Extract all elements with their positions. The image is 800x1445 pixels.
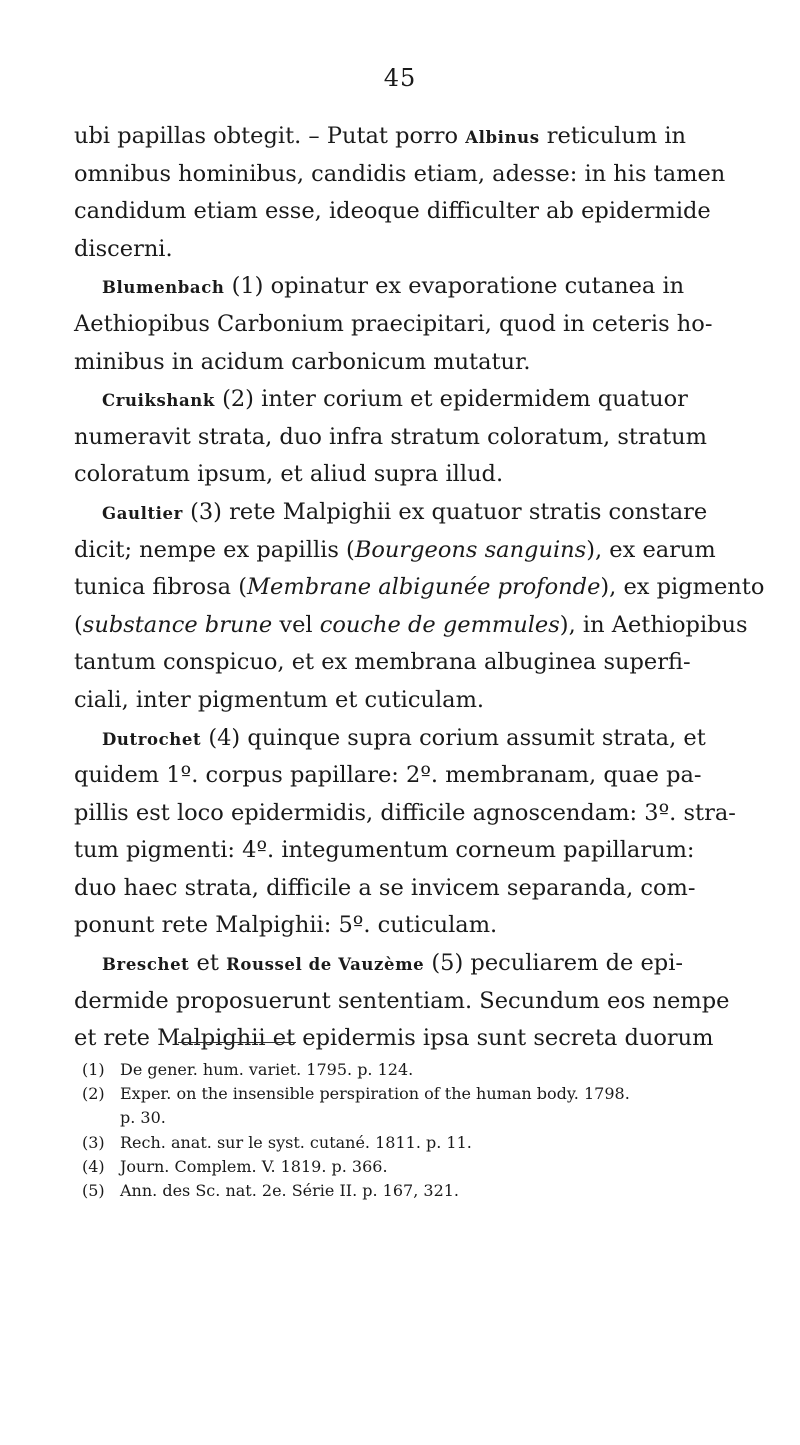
text-line: duo haec strata, difficile a se invicem separanda, com- bbox=[74, 874, 696, 901]
footnote bbox=[82, 1058, 752, 1082]
footnote-number: (4) bbox=[82, 1156, 105, 1176]
text-line: ciali, inter pigmentum et cuticulam. bbox=[74, 686, 485, 713]
text-line: dicit; nempe ex papillis (Bourgeons sanguins), ex earum bbox=[74, 536, 716, 563]
text-line: ubi papillas obtegit. – Putat porro Albinus reticulum in bbox=[74, 123, 687, 149]
text-line: Aethiopibus Carbonium praecipitari, quod in ceteris ho- bbox=[74, 310, 713, 337]
italic-phrase: Bourgeons sanguins bbox=[354, 536, 587, 563]
footnote bbox=[82, 1179, 752, 1203]
text-line: tum pigmenti: 4º. integumentum corneum papillarum: bbox=[74, 837, 695, 864]
text-line: et rete Malpighii et epidermis ipsa sunt secreta duorum bbox=[74, 1025, 714, 1052]
author-name: Albinus bbox=[465, 128, 540, 147]
text-line: (substance brune vel couche de gemmules), in Aethiopibus bbox=[74, 611, 748, 638]
main-text bbox=[74, 118, 765, 1058]
footnote bbox=[82, 1155, 752, 1179]
text-line: omnibus hominibus, candidis etiam, adesse: in his tamen bbox=[74, 160, 726, 187]
footnote-text: De gener. hum. variet. 1795. p. 124. bbox=[120, 1060, 414, 1079]
text-line: candidum etiam esse, ideoque difficulter ab epidermide bbox=[74, 198, 711, 225]
paragraph-start: Cruikshank (2) inter corium et epidermidem quatuor bbox=[102, 386, 688, 413]
footnote-text: Exper. on the insensible perspiration of the human body. 1798. bbox=[120, 1084, 630, 1104]
italic-phrase: couche de gemmules bbox=[319, 611, 560, 638]
author-name: Blumenbach bbox=[102, 278, 225, 298]
footnote bbox=[82, 1131, 752, 1155]
text-line: tantum conspicuo, et ex membrana albuginea superfi- bbox=[74, 649, 691, 676]
footnote-number: (5) bbox=[82, 1180, 105, 1200]
text-line: coloratum ipsum, et aliud supra illud. bbox=[74, 461, 504, 488]
paragraph-start: Gaultier (3) rete Malpighii ex quatuor stratis constare bbox=[102, 498, 708, 525]
italic-phrase: substance brune bbox=[82, 611, 273, 638]
footnotes bbox=[82, 1058, 752, 1203]
footnote-number: (1) bbox=[82, 1060, 105, 1079]
paragraph-start: Blumenbach (1) opinatur ex evaporatione cutanea in bbox=[102, 273, 685, 300]
text-line: quidem 1º. corpus papillare: 2º. membranam, quae pa- bbox=[74, 762, 702, 789]
footnote-divider bbox=[178, 1042, 296, 1043]
text-line: minibus in acidum carbonicum mutatur. bbox=[74, 348, 531, 375]
italic-phrase: Membrane albigunée profonde bbox=[247, 574, 601, 601]
footnote-number: (3) bbox=[82, 1132, 105, 1152]
author-name: Dutrochet bbox=[102, 729, 202, 749]
footnote-number: (2) bbox=[82, 1084, 105, 1104]
paragraph-start: Dutrochet (4) quinque supra corium assumit strata, et bbox=[102, 724, 706, 751]
author-name: Gaultier bbox=[102, 503, 183, 523]
page-number: 45 bbox=[383, 64, 417, 92]
author-name: Cruikshank bbox=[102, 391, 215, 411]
footnote-text: Journ. Complem. V. 1819. p. 366. bbox=[120, 1156, 388, 1176]
text-line: dermide proposuerunt sententiam. Secundum eos nempe bbox=[74, 987, 730, 1014]
author-name: Breschet bbox=[102, 955, 190, 975]
author-name: Roussel de Vauzème bbox=[226, 955, 425, 975]
footnote-text: Rech. anat. sur le syst. cutané. 1811. p. 11. bbox=[120, 1132, 472, 1152]
text-line: numeravit strata, duo infra stratum coloratum, stratum bbox=[74, 423, 707, 450]
text-line: tunica fibrosa (Membrane albigunée profonde), ex pigmento bbox=[74, 574, 765, 601]
paragraph-start: Breschet et Roussel de Vauzème (5) peculiarem de epi- bbox=[102, 950, 683, 977]
text-line: discerni. bbox=[74, 235, 173, 262]
text-line: ponunt rete Malpighii: 5º. cuticulam. bbox=[74, 912, 498, 939]
text-line: pillis est loco epidermidis, difficile agnoscendam: 3º. stra- bbox=[74, 799, 736, 826]
footnote-continuation: p. 30. bbox=[120, 1108, 166, 1128]
footnote bbox=[82, 1082, 752, 1106]
footnote-text: Ann. des Sc. nat. 2e. Série II. p. 167, 321. bbox=[120, 1180, 460, 1200]
